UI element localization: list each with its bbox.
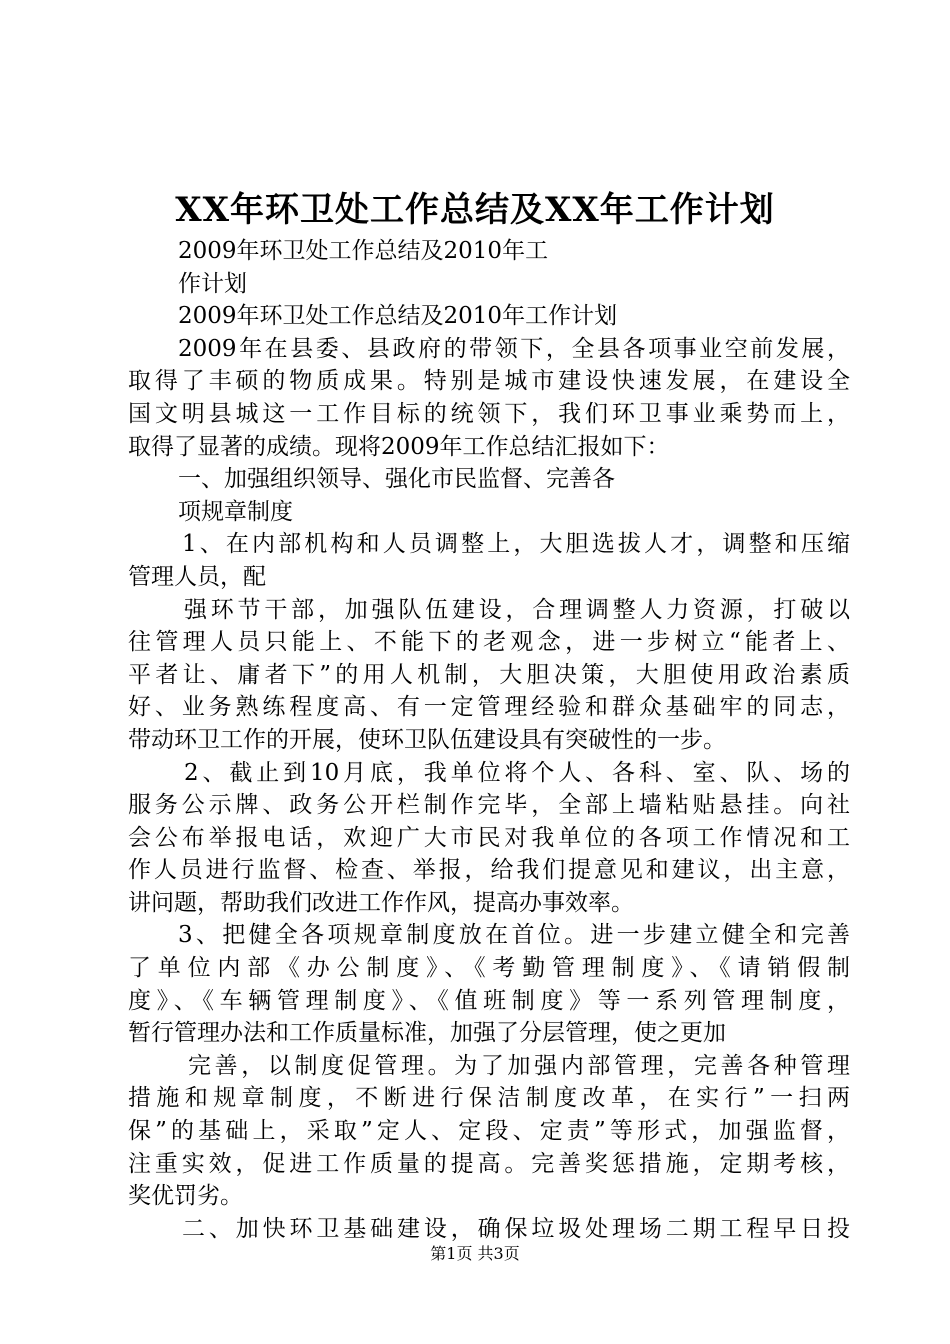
text-line: 一、加强组织领导、强化市民监督、完善各	[178, 466, 615, 493]
text-line: 带动环卫工作的开展，使环卫队伍建设具有突破性的一步。	[128, 726, 726, 753]
text-line: 措施和规章制度，不断进行保洁制度改革，在实行”一扫两	[128, 1085, 850, 1112]
text-line: 了单位内部《办公制度》、《考勤管理制度》、《请销假制	[128, 955, 850, 982]
text-line: 讲问题，帮助我们改进工作作风，提高办事效率。	[128, 889, 634, 916]
page-number-footer: 第1页 共3页	[430, 1244, 520, 1263]
text-line: 2、截止到10月底，我单位将个人、各科、室、队、场的	[184, 759, 850, 786]
text-line: 服务公示牌、政务公开栏制作完毕，全部上墙粘贴悬挂。向社	[128, 792, 850, 819]
text-line: 2009年环卫处工作总结及2010年工	[178, 238, 549, 264]
text-line: 1、在内部机构和人员调整上，大胆选拔人才，调整和压缩	[182, 531, 850, 558]
text-line: 往管理人员只能上、不能下的老观念，进一步树立“能者上、	[128, 629, 850, 656]
text-line: 度》、《车辆管理制度》、《值班制度》等一系列管理制度，	[128, 987, 850, 1014]
text-line: 2009年环卫处工作总结及2010年工作计划	[178, 303, 618, 330]
text-line: 取得了显著的成绩。现将2009年工作总结汇报如下：	[128, 433, 670, 460]
text-line: 2009年在县委、县政府的带领下，全县各项事业空前发展，	[178, 335, 850, 362]
text-line: 项规章制度	[178, 498, 293, 525]
text-line: 作计划	[178, 270, 247, 297]
text-line: 奖优罚劣。	[128, 1183, 243, 1210]
text-line: 取得了丰硕的物质成果。特别是城市建设快速发展，在建设全	[128, 368, 850, 395]
text-line: 作人员进行监督、检查、举报，给我们提意见和建议，出主意，	[128, 857, 850, 884]
text-line: 管理人员，配	[128, 563, 266, 590]
text-line: 注重实效，促进工作质量的提高。完善奖惩措施，定期考核，	[128, 1150, 850, 1177]
text-line: 好、业务熟练程度高、有一定管理经验和群众基础牢的同志，	[128, 694, 850, 721]
text-line: 3、把健全各项规章制度放在首位。进一步建立健全和完善	[178, 922, 850, 949]
document-body	[128, 235, 850, 1245]
text-line: 完善，以制度促管理。为了加强内部管理，完善各种管理	[188, 1052, 850, 1079]
text-line: 保”的基础上，采取”定人、定段、定责”等形式，加强监督，	[128, 1118, 850, 1145]
text-line: 平者让、庸者下”的用人机制，大胆决策，大胆使用政治素质	[128, 661, 850, 688]
text-line: 强环节干部，加强队伍建设，合理调整人力资源，打破以	[184, 596, 850, 623]
text-line: 暂行管理办法和工作质量标准，加强了分层管理，使之更加	[128, 1020, 726, 1047]
text-line: 会公布举报电话，欢迎广大市民对我单位的各项工作情况和工	[128, 824, 850, 851]
document-title: XX年环卫处工作总结及XX年工作计划	[175, 190, 775, 230]
text-line: 国文明县城这一工作目标的统领下，我们环卫事业乘势而上，	[128, 400, 850, 427]
text-line: 二、加快环卫基础建设，确保垃圾处理场二期工程早日投	[182, 1215, 850, 1242]
